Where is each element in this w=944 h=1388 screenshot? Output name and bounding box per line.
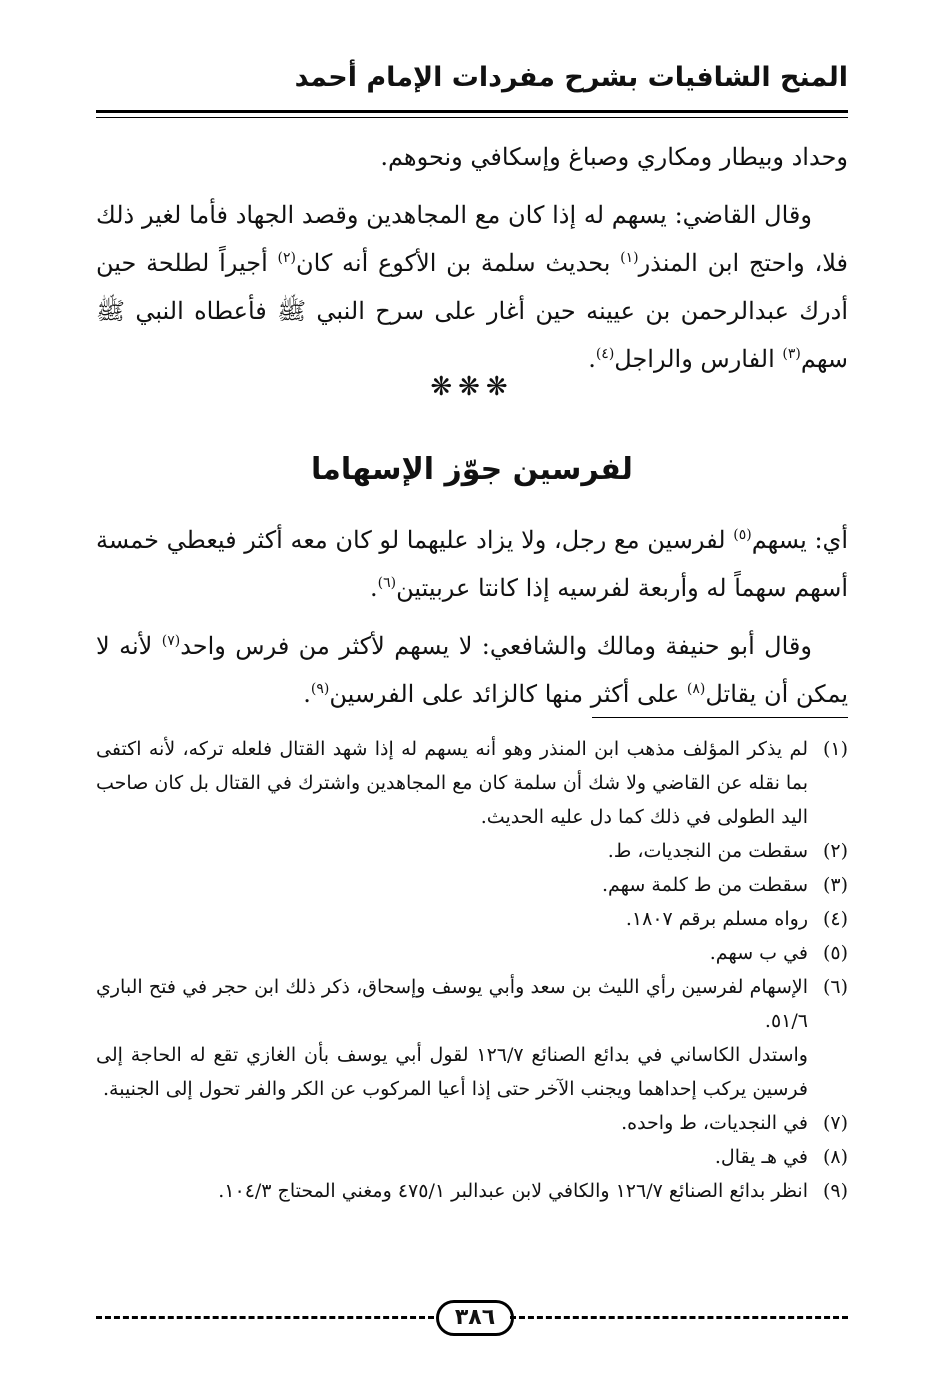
footnote-6 [96, 970, 848, 1038]
footnote-6-continuation [96, 1038, 848, 1106]
footnote-text: الإسهام لفرسين رأي الليث بن سعد وأبي يوسف وإسحاق، ذكر ذلك ابن حجر في فتح الباري ٥١/٦. [96, 976, 808, 1032]
footnote-text: رواه مسلم برقم ١٨٠٧. [625, 908, 808, 930]
section-separator: ❋❋❋ [430, 372, 514, 402]
page-number: ٣٨٦ [436, 1300, 514, 1336]
header-rule-thick [96, 110, 848, 113]
footnote-text: سقطت من النجديات، ط. [607, 840, 808, 862]
paragraph-2: وقال القاضي: يسهم له إذا كان مع المجاهدين وقصد الجهاد فأما لغير ذلك فلا، واحتج ابن المنذر$^{(١)}$ بحديث سلمة بن الأكوع أنه كان$^{(٢)}$ أجيراً لطلحة حين أدرك عبدالرحمن بن عيينه حين أغار على سرح النبي ﷺ فأعطاه النبي ﷺ سهم$^{(٣)}$ الفارس والراجل$^{(٤)}$. [96, 201, 848, 373]
footnote-8 [96, 1140, 848, 1174]
footnote-ref-8[interactable]: (٨) [686, 681, 706, 697]
footnote-ref-9[interactable]: (٩) [310, 681, 330, 697]
footnote-text: لم يذكر المؤلف مذهب ابن المنذر وهو أنه يسهم له إذا شهد القتال فلعله تركه، لأنه اكتفى بما نقله عن القاضي ولا شك أن سلمة كان مع المجاهدين واشترك في القتال بل كان صاحب اليد الطولى في ذلك كما دل عليه الحديث. [96, 738, 808, 828]
footnote-text: انظر بدائع الصنائع ١٢٦/٧ والكافي لابن عبدالبر ٤٧٥/١ ومغني المحتاج ١٠٤/٣. [218, 1180, 808, 1202]
footnote-number: (٩) [822, 1180, 848, 1202]
footnote-number: (٦) [822, 976, 848, 998]
footnote-ref-6[interactable]: (٦) [377, 575, 397, 591]
footnote-number: (٥) [822, 942, 848, 964]
footnote-number: (١) [822, 738, 848, 760]
footer-dashed-rule-right [510, 1316, 848, 1319]
footnote-5 [96, 936, 848, 970]
footnote-7 [96, 1106, 848, 1140]
paragraph-3: أي: يسهم$^{(٥)}$ لفرسين مع رجل، ولا يزاد عليهما لو كان معه أكثر فيعطي خمسة أسهم سهماً له وأربعة لفرسيه إذا كانتا عربيتين$^{(٦)}$. [96, 526, 849, 602]
footnote-number: (٣) [822, 874, 848, 896]
body-text-top [96, 133, 848, 383]
footnote-number: (٤) [822, 908, 848, 930]
footnote-text: واستدل الكاساني في بدائع الصنائع ١٢٦/٧ لقول أبي يوسف بأن الغازي تقع له الحاجة إلى فرسين يركب إحداهما ويجنب الآخر حتى إذا أعيا المركوب عن الكر والفر تحول إلى الجنيبة. [96, 1044, 808, 1100]
footnote-number: (٧) [822, 1112, 848, 1134]
footnote-ref-3[interactable]: (٣) [782, 346, 801, 362]
header-rule-thin [96, 117, 848, 118]
footnote-3 [96, 868, 848, 902]
footnote-9 [96, 1174, 848, 1208]
footnote-text: في ب سهم. [709, 942, 808, 964]
footnote-text: في النجديات، ط واحده. [621, 1112, 808, 1134]
footnote-4 [96, 902, 848, 936]
footnote-ref-7[interactable]: (٧) [161, 633, 181, 649]
footer-dashed-rule-left [96, 1316, 434, 1319]
body-text-bottom [96, 516, 848, 718]
footnote-ref-5[interactable]: (٥) [733, 527, 752, 543]
section-title: لفرسين جوّز الإسهاما [311, 452, 633, 487]
footnote-number: (٨) [822, 1146, 848, 1168]
footnote-ref-1[interactable]: (١) [620, 250, 639, 266]
paragraph-4: وقال أبو حنيفة ومالك والشافعي: لا يسهم لأكثر من فرس واحد$^{(٧)}$ لأنه لا يمكن أن يقاتل$^{(٨)}$ على أكثر منها كالزائد على الفرسين$^{(٩)}$. [96, 632, 848, 708]
footnote-text: في هـ يقال. [714, 1146, 808, 1168]
footnote-number: (٢) [822, 840, 848, 862]
footnote-separator [592, 717, 848, 718]
paragraph-1: وحداد وبيطار ومكاري وصباغ وإسكافي ونحوهم. [380, 143, 848, 171]
page-footer [96, 1300, 848, 1334]
footnote-ref-2[interactable]: (٢) [277, 250, 296, 266]
footnote-text: سقطت من ط كلمة سهم. [601, 874, 808, 896]
footnotes [96, 732, 848, 1208]
running-header: المنح الشافيات بشرح مفردات الإمام أحمد [294, 62, 848, 93]
footnote-1 [96, 732, 848, 834]
footnote-ref-4[interactable]: (٤) [595, 346, 615, 362]
footnote-2 [96, 834, 848, 868]
